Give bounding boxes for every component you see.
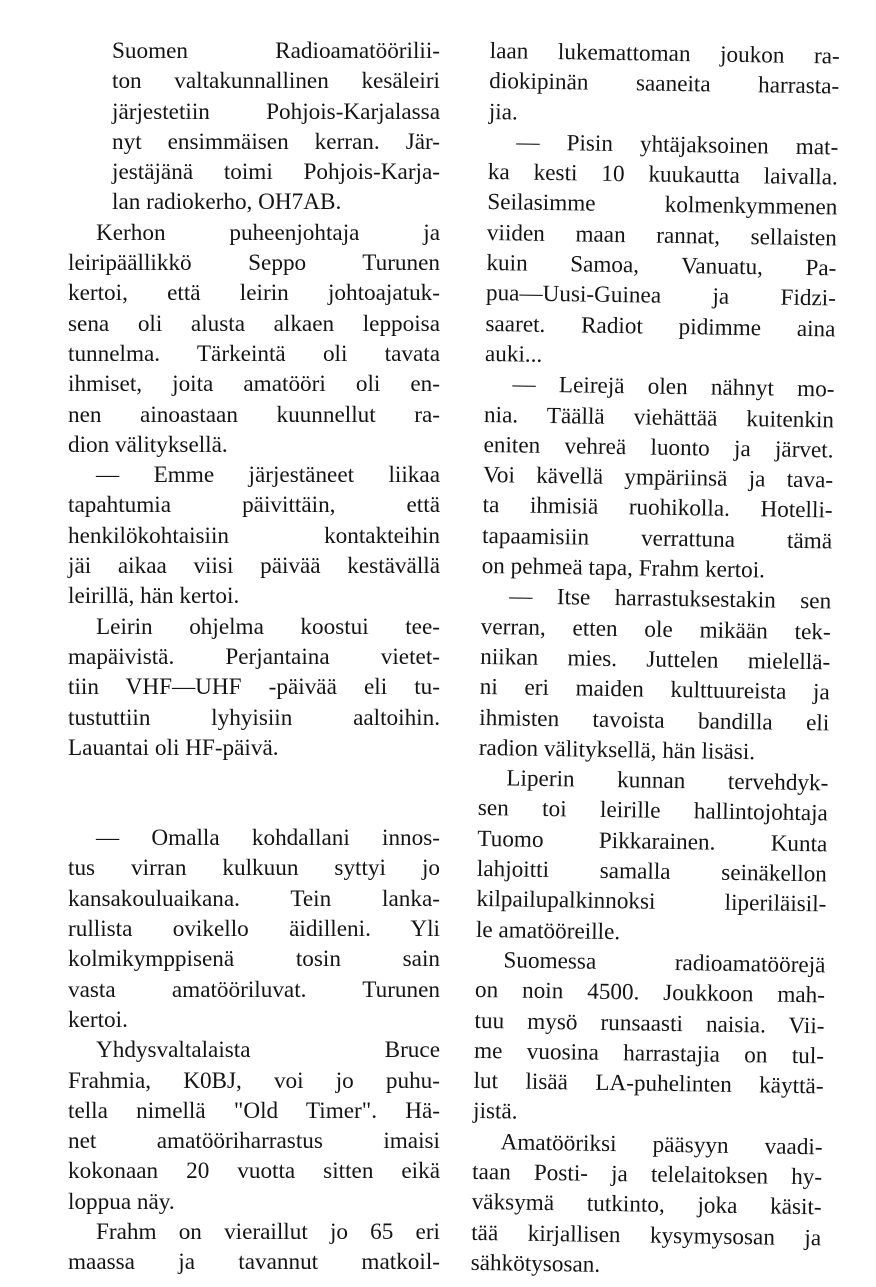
text-line: Seilasimme kolmenkymmenen	[487, 189, 838, 221]
text-line: ton valtakunnallinen kesäleiri	[112, 68, 440, 95]
text-line: — Leirejä olen nähnyt mo-	[512, 371, 835, 403]
text-line: verran, etten ole mikään tek-	[480, 613, 831, 646]
text-line: sen toi leirille hallintojohtaja	[477, 795, 829, 827]
text-line: väksymä tutkinto, joka käsit-	[471, 1189, 822, 1221]
text-line: Yhdysvaltalaista Bruce	[96, 1037, 440, 1064]
text-line: nia. Täällä viehättää kuitenkin	[483, 401, 835, 434]
text-line: tus virran kulkuun syttyi jo	[68, 855, 440, 882]
text-line: lahjoitti samalla seinäkellon	[476, 855, 828, 888]
text-line: tiin VHF—UHF -päivää eli tu-	[68, 674, 440, 701]
text-line: Suomessa radioamatöörejä	[503, 947, 826, 979]
text-line: le amatööreille.	[475, 916, 621, 945]
text-line: taan Posti- ja telelaitoksen hy-	[471, 1158, 823, 1191]
text-line: pua—Uusi-Guinea ja Fidzi-	[485, 280, 837, 312]
text-line: net amatööriharrastus imaisi	[68, 1128, 440, 1155]
text-line: on noin 4500. Joukkoon mah-	[474, 977, 826, 1009]
text-line: viiden maan rannat, sellaisten	[486, 219, 838, 252]
text-line: laan lukemattoman joukon ra-	[489, 37, 840, 70]
text-line: kertoi, että leirin johtoajatuk-	[68, 280, 440, 307]
right-text-column	[470, 36, 839, 1284]
text-line: leirillä, hän kertoi.	[68, 583, 240, 610]
text-line: Kerhon puheenjohtaja ja	[96, 219, 440, 246]
text-line: henkilökohtaisiin kontakteihin	[68, 522, 440, 549]
text-line: eniten vehreä luonto ja järvet.	[483, 431, 834, 464]
text-line: tää kirjallisen kysymysosan ja	[471, 1219, 822, 1251]
text-line: dion välityksellä.	[68, 431, 228, 458]
text-line: kertoi.	[68, 1006, 128, 1033]
text-line: auki...	[484, 340, 543, 368]
text-line: leiripäällikkö Seppo Turunen	[68, 250, 440, 277]
text-line: Liperin kunnan tervehdyk-	[506, 765, 829, 797]
text-line: kokonaan 20 vuotta sitten eikä	[68, 1158, 440, 1185]
text-line: jia.	[488, 98, 518, 126]
text-line: tustuttiin lyhyisiin aaltoihin.	[68, 704, 440, 731]
text-line: — Emme järjestäneet liikaa	[96, 462, 440, 489]
text-line: tuu mysö runsaasti naisia. Vii-	[474, 1007, 825, 1039]
text-line: on pehmeä tapa, Frahm kertoi.	[481, 552, 766, 584]
text-line: ka kesti 10 kuukautta laivalla.	[487, 159, 839, 191]
text-line: Suomen Radioamatöörilii-	[112, 38, 440, 64]
text-line: — Pisin yhtäjaksoinen mat-	[516, 129, 839, 161]
text-line: Leirin ohjelma koostui tee-	[96, 613, 440, 640]
text-line: tunnelma. Tärkeintä oli tavata	[68, 340, 440, 367]
text-line: radion välityksellä, hän lisäsi.	[478, 734, 756, 766]
text-line: sena oli alusta alkaen leppoisa	[68, 310, 440, 337]
text-line: — Omalla kohdallani innos-	[96, 825, 440, 852]
text-line: Frahmia, K0BJ, voi jo puhu-	[68, 1067, 440, 1094]
text-line: mapäivistä. Perjantaina vietet-	[68, 643, 440, 670]
text-line: loppua näy.	[68, 1188, 175, 1215]
text-line: kansakouluaikana. Tein lanka-	[68, 885, 440, 912]
text-line: tapahtumia päivittäin, että	[68, 492, 440, 519]
text-line: Amatööriksi pääsyyn vaadi-	[500, 1128, 823, 1161]
text-line: maassa ja tavannut matkoil-	[68, 1249, 440, 1276]
text-line: ihmiset, joita amatööri oli en-	[68, 371, 440, 398]
text-line: kuin Samoa, Vanuatu, Pa-	[486, 250, 837, 282]
text-line: ta ihmisiä ruohikolla. Hotelli-	[482, 492, 833, 524]
paragraph-gap	[68, 763, 440, 823]
text-line: lan radiokerho, OH7AB.	[112, 189, 342, 216]
text-line: ni eri maiden kulttuureista ja	[479, 674, 830, 706]
left-text-column	[68, 36, 440, 1278]
text-line: tapaamisiin verrattuna tämä	[481, 522, 833, 555]
text-line: saaret. Radiot pidimme aina	[485, 310, 836, 343]
text-line: jistä.	[472, 1098, 518, 1125]
text-line: sähkötysosan.	[470, 1249, 601, 1278]
text-line: diokipinän saaneita harrasta-	[489, 68, 840, 100]
text-line: Tuomo Pikkarainen. Kunta	[477, 825, 828, 858]
text-line: tella nimellä "Old Timer". Hä-	[68, 1097, 440, 1124]
text-line: jestäjänä toimi Pohjois-Karja-	[112, 159, 440, 186]
text-line: järjestetiin Pohjois-Karjalassa	[112, 98, 440, 125]
text-line: lut lisää LA-puhelinten käyttä-	[473, 1067, 824, 1100]
text-line: me vuosina harrastajia on tul-	[473, 1037, 825, 1070]
text-line: Frahm on vieraillut jo 65 eri	[96, 1218, 440, 1245]
text-line: Voi kävellä ympäriinsä ja tava-	[482, 462, 834, 494]
text-line: — Itse harrastuksestakin sen	[508, 583, 832, 615]
text-line: jäi aikaa viisi päivää kestävällä	[68, 553, 440, 580]
text-line: rullista ovikello äidilleni. Yli	[68, 916, 440, 943]
text-line: nyt ensimmäisen kerran. Jär-	[112, 128, 440, 155]
text-line: Lauantai oli HF-päivä.	[68, 734, 279, 761]
text-line: nen ainoastaan kuunnellut ra-	[68, 401, 440, 428]
text-line: vasta amatööriluvat. Turunen	[68, 976, 440, 1003]
text-line: kilpailupalkinnoksi liperiläisil-	[476, 886, 827, 918]
text-line: ihmisten tavoista bandilla eli	[479, 704, 830, 736]
text-line: kolmikymppisenä tosin sain	[68, 946, 440, 973]
text-line: niikan mies. Juttelen mielellä-	[480, 643, 831, 676]
